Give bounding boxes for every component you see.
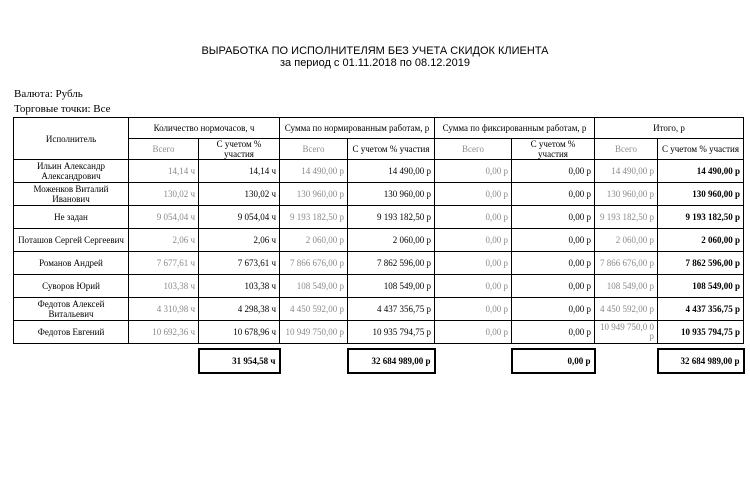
- fixed-all-cell: 0,00 р: [435, 275, 512, 298]
- hours-share-cell: 103,38 ч: [199, 275, 280, 298]
- executor-name: Федотов Евгений: [14, 321, 129, 344]
- table-row: [14, 275, 744, 298]
- total-hours-cell: 31 954,58 ч: [199, 349, 280, 373]
- spacer-cell: [129, 349, 199, 373]
- total-all-cell: 4 450 592,00 р: [595, 298, 658, 321]
- normed-share-cell: 7 862 596,00 р: [348, 252, 435, 275]
- table-row: [14, 229, 744, 252]
- hours-all-cell: 2,06 ч: [129, 229, 199, 252]
- sub-hours-all: Всего: [129, 139, 199, 160]
- table-row: [14, 160, 744, 183]
- total-total-cell: 32 684 989,00 р: [658, 349, 744, 373]
- table-row: [14, 321, 744, 344]
- fixed-share-cell: 0,00 р: [512, 206, 595, 229]
- fixed-all-cell: 0,00 р: [435, 229, 512, 252]
- sub-normed-all: Всего: [280, 139, 348, 160]
- total-share-cell: 2 060,00 р: [658, 229, 744, 252]
- total-share-cell: 108 549,00 р: [658, 275, 744, 298]
- hours-all-cell: 10 692,36 ч: [129, 321, 199, 344]
- normed-all-cell: 130 960,00 р: [280, 183, 348, 206]
- fixed-all-cell: 0,00 р: [435, 206, 512, 229]
- normed-all-cell: 2 060,00 р: [280, 229, 348, 252]
- total-all-cell: 2 060,00 р: [595, 229, 658, 252]
- normed-all-cell: 4 450 592,00 р: [280, 298, 348, 321]
- total-share-cell: 9 193 182,50 р: [658, 206, 744, 229]
- sub-total-share: С учетом % участия: [658, 139, 744, 160]
- trade-points-label: Торговые точки: Все: [14, 103, 111, 115]
- fixed-all-cell: 0,00 р: [435, 252, 512, 275]
- sub-total-all: Всего: [595, 139, 658, 160]
- table-row: [14, 298, 744, 321]
- sub-fixed-all: Всего: [435, 139, 512, 160]
- fixed-all-cell: 0,00 р: [435, 321, 512, 344]
- normed-all-cell: 10 949 750,00 р: [280, 321, 348, 344]
- hours-all-cell: 7 677,61 ч: [129, 252, 199, 275]
- total-all-cell: 130 960,00 р: [595, 183, 658, 206]
- report-period: за период с 01.11.2018 по 08.12.2019: [280, 57, 470, 69]
- total-normed-cell: 32 684 989,00 р: [348, 349, 435, 373]
- fixed-share-cell: 0,00 р: [512, 275, 595, 298]
- total-all-cell: 10 949 750,0 0 р: [595, 321, 658, 344]
- spacer-cell: [595, 349, 658, 373]
- col-hours-header: Количество нормочасов, ч: [129, 118, 280, 139]
- fixed-all-cell: 0,00 р: [435, 160, 512, 183]
- normed-all-cell: 9 193 182,50 р: [280, 206, 348, 229]
- normed-all-cell: 14 490,00 р: [280, 160, 348, 183]
- hours-all-cell: 4 310,98 ч: [129, 298, 199, 321]
- total-share-cell: 130 960,00 р: [658, 183, 744, 206]
- hours-share-cell: 14,14 ч: [199, 160, 280, 183]
- total-all-cell: 7 866 676,00 р: [595, 252, 658, 275]
- col-normed-header: Сумма по нормированным работам, р: [280, 118, 435, 139]
- fixed-share-cell: 0,00 р: [512, 298, 595, 321]
- fixed-share-cell: 0,00 р: [512, 229, 595, 252]
- report-title: ВЫРАБОТКА ПО ИСПОЛНИТЕЛЯМ БЕЗ УЧЕТА СКИДОК КЛИЕНТА: [201, 45, 549, 57]
- spacer-cell: [280, 349, 348, 373]
- normed-share-cell: 2 060,00 р: [348, 229, 435, 252]
- fixed-share-cell: 0,00 р: [512, 183, 595, 206]
- executor-name: Федотов Алексей Витальевич: [14, 298, 129, 321]
- hours-share-cell: 9 054,04 ч: [199, 206, 280, 229]
- hours-share-cell: 4 298,38 ч: [199, 298, 280, 321]
- fixed-all-cell: 0,00 р: [435, 183, 512, 206]
- executor-name: Ильин Александр Александрович: [14, 160, 129, 183]
- fixed-share-cell: 0,00 р: [512, 321, 595, 344]
- fixed-all-cell: 0,00 р: [435, 298, 512, 321]
- col-fixed-header: Сумма по фиксированным работам, р: [435, 118, 595, 139]
- normed-share-cell: 108 549,00 р: [348, 275, 435, 298]
- col-executor-header: Исполнитель: [14, 118, 129, 160]
- report-table: [13, 117, 745, 374]
- hours-share-cell: 130,02 ч: [199, 183, 280, 206]
- sub-hours-share: С учетом % участия: [199, 139, 280, 160]
- executor-name: Поташов Сергей Сергеевич: [14, 229, 129, 252]
- total-fixed-cell: 0,00 р: [512, 349, 595, 373]
- col-total-header: Итого, р: [595, 118, 744, 139]
- total-share-cell: 4 437 356,75 р: [658, 298, 744, 321]
- hours-share-cell: 10 678,96 ч: [199, 321, 280, 344]
- sub-normed-share: С учетом % участия: [348, 139, 435, 160]
- executor-name: Моженков Виталий Иванович: [14, 183, 129, 206]
- normed-share-cell: 9 193 182,50 р: [348, 206, 435, 229]
- table-row: [14, 252, 744, 275]
- hours-share-cell: 7 673,61 ч: [199, 252, 280, 275]
- hours-all-cell: 14,14 ч: [129, 160, 199, 183]
- spacer-cell: [435, 349, 512, 373]
- spacer-cell: [14, 349, 129, 373]
- fixed-share-cell: 0,00 р: [512, 160, 595, 183]
- normed-share-cell: 4 437 356,75 р: [348, 298, 435, 321]
- executor-name: Суворов Юрий: [14, 275, 129, 298]
- normed-all-cell: 7 866 676,00 р: [280, 252, 348, 275]
- normed-share-cell: 10 935 794,75 р: [348, 321, 435, 344]
- total-share-cell: 7 862 596,00 р: [658, 252, 744, 275]
- hours-share-cell: 2,06 ч: [199, 229, 280, 252]
- hours-all-cell: 103,38 ч: [129, 275, 199, 298]
- hours-all-cell: 130,02 ч: [129, 183, 199, 206]
- normed-share-cell: 130 960,00 р: [348, 183, 435, 206]
- table-row: [14, 206, 744, 229]
- sub-fixed-share: С учетом % участия: [512, 139, 595, 160]
- hours-all-cell: 9 054,04 ч: [129, 206, 199, 229]
- total-all-cell: 108 549,00 р: [595, 275, 658, 298]
- currency-label: Валюта: Рубль: [14, 88, 83, 100]
- executor-name: Не задан: [14, 206, 129, 229]
- normed-share-cell: 14 490,00 р: [348, 160, 435, 183]
- table-row: [14, 183, 744, 206]
- total-share-cell: 14 490,00 р: [658, 160, 744, 183]
- total-share-cell: 10 935 794,75 р: [658, 321, 744, 344]
- fixed-share-cell: 0,00 р: [512, 252, 595, 275]
- total-all-cell: 9 193 182,50 р: [595, 206, 658, 229]
- totals-row: [14, 349, 744, 373]
- executor-name: Романов Андрей: [14, 252, 129, 275]
- total-all-cell: 14 490,00 р: [595, 160, 658, 183]
- normed-all-cell: 108 549,00 р: [280, 275, 348, 298]
